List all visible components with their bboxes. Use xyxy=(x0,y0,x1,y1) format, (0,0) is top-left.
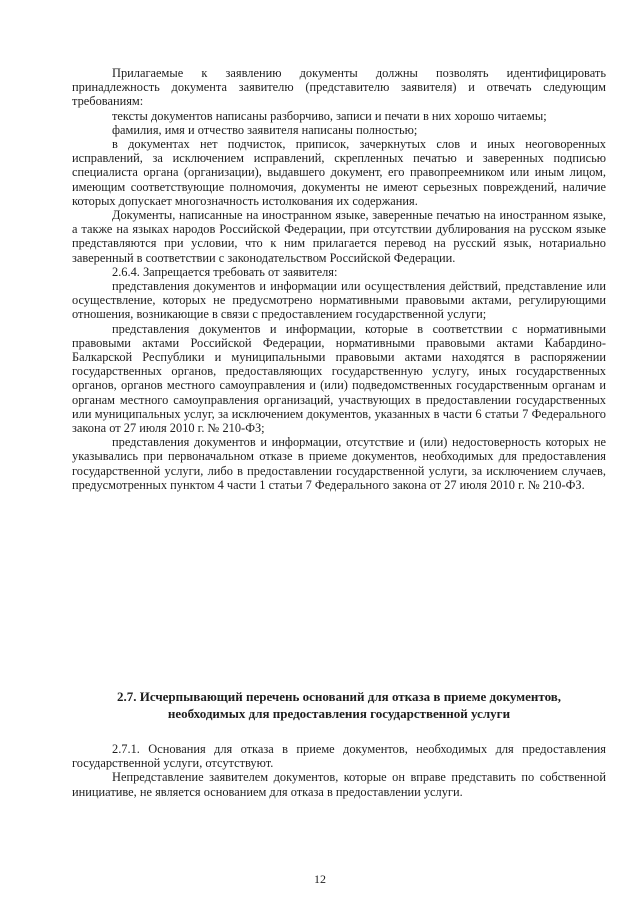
paragraph: представления документов и информации или осуществления действий, представление или осуществление, которых не предусмотрено нормативными правовыми актами, регулирующими отношения, возникающие в связи с предоставлением государственной услуги; xyxy=(72,279,606,322)
paragraph: Непредставление заявителем документов, которые он вправе представить по собственной инициативе, не является основанием для отказа в предоставлении услуги. xyxy=(72,770,606,799)
paragraph: фамилия, имя и отчество заявителя написаны полностью; xyxy=(112,122,418,137)
paragraph: Прилагаемые к заявлению документы должны позволять идентифицировать принадлежность документа заявителю (представителю заявителя) и отвечать следующим требованиям: xyxy=(72,66,606,109)
document-body-bottom xyxy=(72,742,606,799)
section-heading: 2.7. Исчерпывающий перечень оснований для отказа в приеме документов, необходимых для предоставления государственной услуги xyxy=(116,689,562,721)
paragraph: тексты документов написаны разборчиво, записи и печати в них хорошо читаемы; xyxy=(112,108,547,123)
paragraph: в документах нет подчисток, приписок, зачеркнутых слов и иных неоговоренных исправлений, за исключением исправлений, скрепленных печатью и заверенных подписью специалиста органа (организации), выдавшего документ, его правопреемником или иным лицом, имеющим соответствующие полномочия, документы не имеют серьезных повреждений, наличие которых допускает многозначность истолкования их содержания. xyxy=(72,137,606,208)
paragraph: 2.6.4. Запрещается требовать от заявителя: xyxy=(112,264,338,279)
page-number: 12 xyxy=(314,872,326,886)
paragraph: представления документов и информации, которые в соответствии с нормативными правовыми актами Российской Федерации, нормативными правовыми актами Кабардино-Балкарской Республики и муниципальными правовыми актами находятся в распоряжении государственных органов, предоставляющих государственную услугу, иных государственных органов, органов местного самоуправления и (или) подведомственных государственным органам и органам местного самоуправления организаций, участвующих в предоставлении государственных или муниципальных услуг, за исключением документов, указанных в части 6 статьи 7 Федерального закона от 27 июля 2010 г. № 210-ФЗ; xyxy=(72,321,606,436)
paragraph: представления документов и информации, отсутствие и (или) недостоверность которых не указывались при первоначальном отказе в приеме документов, необходимых для предоставления государственной услуги, либо в предоставлении государственной услуги, за исключением случаев, предусмотренных пунктом 4 части 1 статьи 7 Федерального закона от 27 июля 2010 г. № 210-ФЗ. xyxy=(72,435,606,492)
document-body-top xyxy=(72,66,606,492)
paragraph: 2.7.1. Основания для отказа в приеме документов, необходимых для предоставления государственной услуги, отсутствуют. xyxy=(72,742,606,771)
section-heading-block xyxy=(84,688,594,722)
paragraph: Документы, написанные на иностранном языке, заверенные печатью на иностранном языке, а также на языках народов Российской Федерации, при отсутствии дублирования на русском языке представляются при условии, что к ним прилагается перевод на русский язык, нотариально заверенный в соответствии с законодательством Российской Федерации. xyxy=(72,208,606,265)
